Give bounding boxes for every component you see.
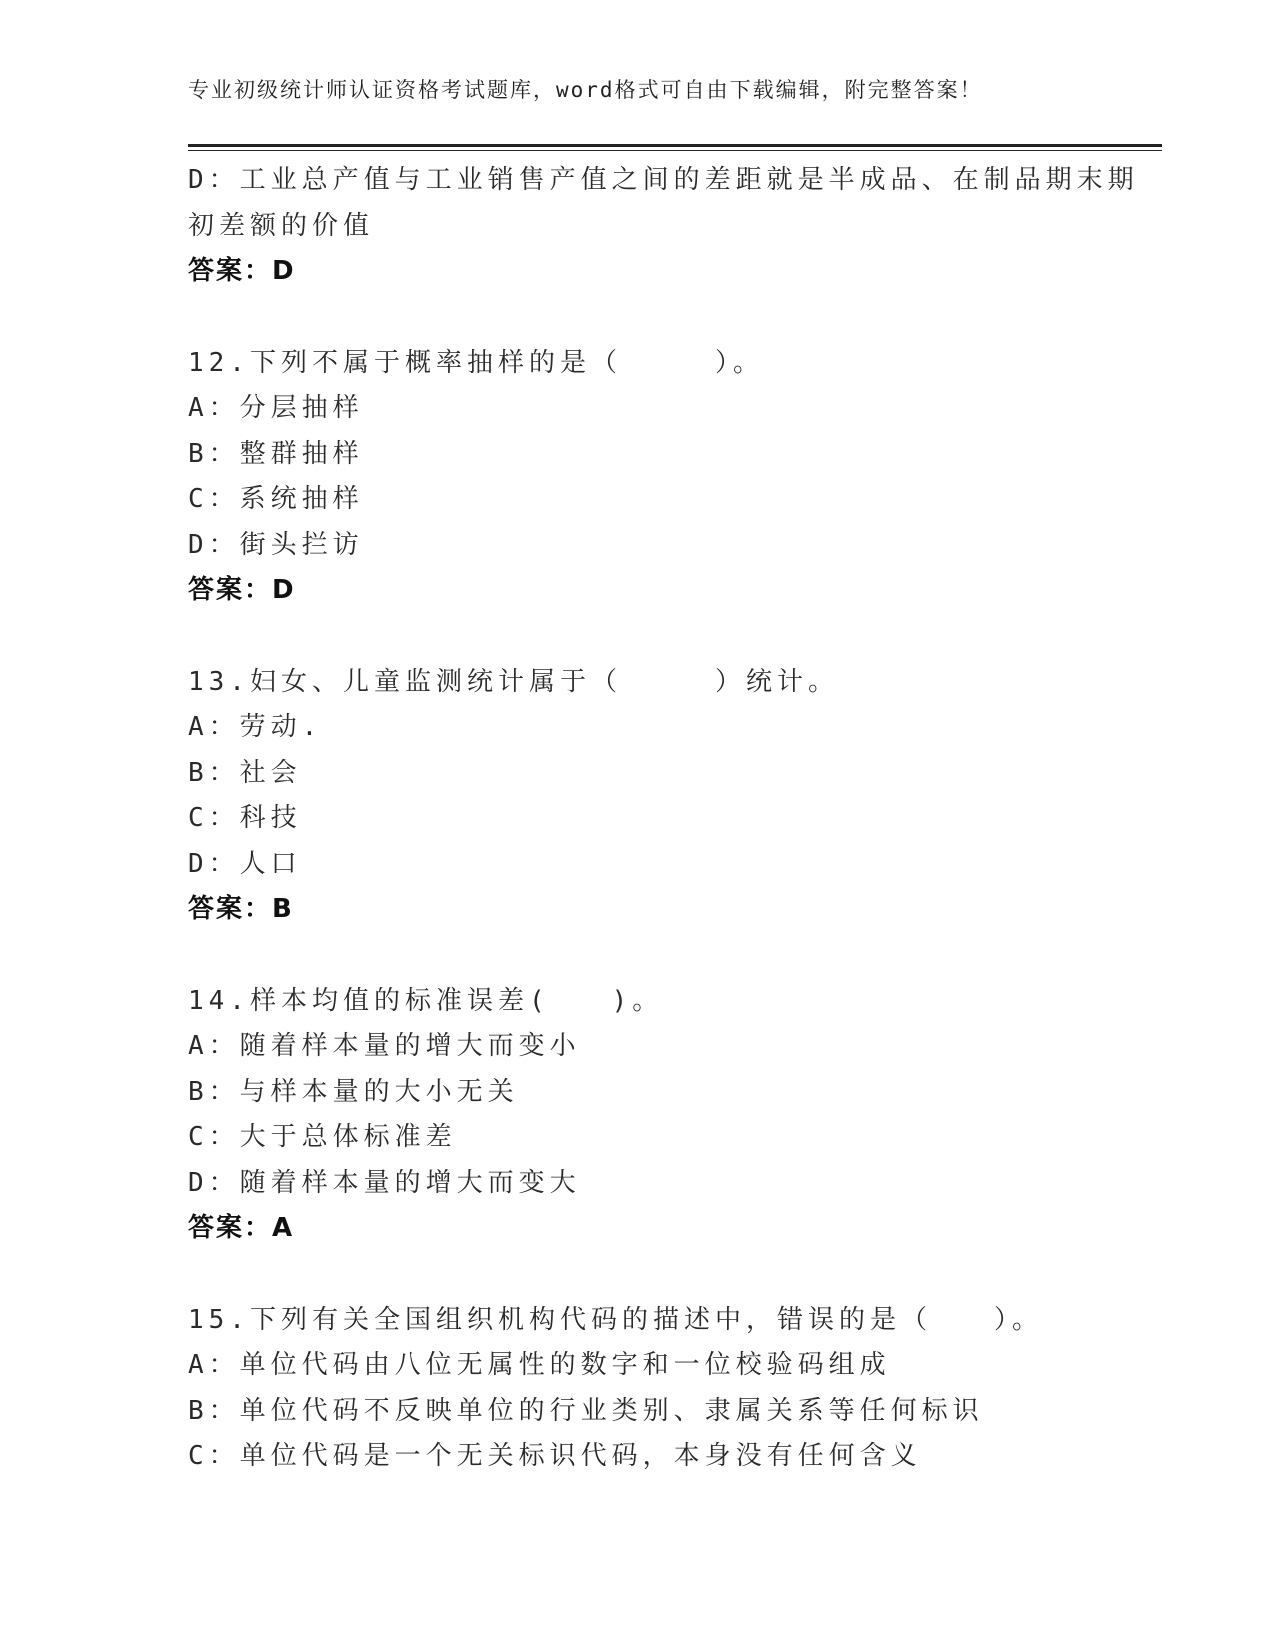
spacer bbox=[188, 295, 1148, 341]
option-d: D：人口 bbox=[188, 848, 302, 879]
page-header: 专业初级统计师认证资格考试题库，word格式可自由下载编辑，附完整答案！ bbox=[188, 78, 983, 102]
option-b: B：与样本量的大小无关 bbox=[188, 1076, 519, 1107]
question-stem: 12.下列不属于概率抽样的是（ ）。 bbox=[188, 347, 764, 378]
question-stem: 14.样本均值的标准误差( )。 bbox=[188, 985, 664, 1016]
question-15 bbox=[188, 1298, 1148, 1480]
answer-line: 答案：D bbox=[188, 575, 296, 605]
option-a: A：分层抽样 bbox=[188, 393, 364, 423]
spacer bbox=[188, 1252, 1148, 1298]
option-c: C：大于总体标准差 bbox=[188, 1122, 457, 1152]
option-c: C：科技 bbox=[188, 803, 302, 833]
answer-line: 答案：A bbox=[188, 1213, 295, 1243]
option-d: D：随着样本量的增大而变大 bbox=[188, 1167, 581, 1198]
option-d: D：街头拦访 bbox=[188, 529, 364, 560]
header-divider-thick bbox=[188, 144, 1162, 147]
document-content bbox=[188, 158, 1148, 1480]
option-c: C：单位代码是一个无关标识代码，本身没有任何含义 bbox=[188, 1441, 922, 1471]
question-12 bbox=[188, 341, 1148, 614]
option-d-continued: 初差额的价值 bbox=[188, 210, 375, 241]
question-stem: 15.下列有关全国组织机构代码的描述中，错误的是（ ）。 bbox=[188, 1304, 1043, 1335]
answer-line: 答案：D bbox=[188, 256, 296, 286]
answer-line: 答案：B bbox=[188, 894, 294, 924]
header-divider-thin bbox=[188, 150, 1162, 151]
option-a: A：劳动. bbox=[188, 712, 323, 742]
option-b: B：整群抽样 bbox=[188, 438, 364, 469]
spacer bbox=[188, 614, 1148, 660]
option-a: A：随着样本量的增大而变小 bbox=[188, 1031, 581, 1061]
option-a: A：单位代码由八位无属性的数字和一位校验码组成 bbox=[188, 1350, 891, 1380]
option-b: B：单位代码不反映单位的行业类别、隶属关系等任何标识 bbox=[188, 1395, 984, 1426]
question-stem: 13.妇女、儿童监测统计属于（ ）统计。 bbox=[188, 666, 839, 697]
option-c: C：系统抽样 bbox=[188, 484, 364, 514]
spacer bbox=[188, 933, 1148, 979]
option-d: D：工业总产值与工业销售产值之间的差距就是半成品、在制品期末期 bbox=[188, 165, 1139, 195]
option-b: B：社会 bbox=[188, 757, 302, 788]
question-13 bbox=[188, 660, 1148, 933]
question-14 bbox=[188, 979, 1148, 1252]
